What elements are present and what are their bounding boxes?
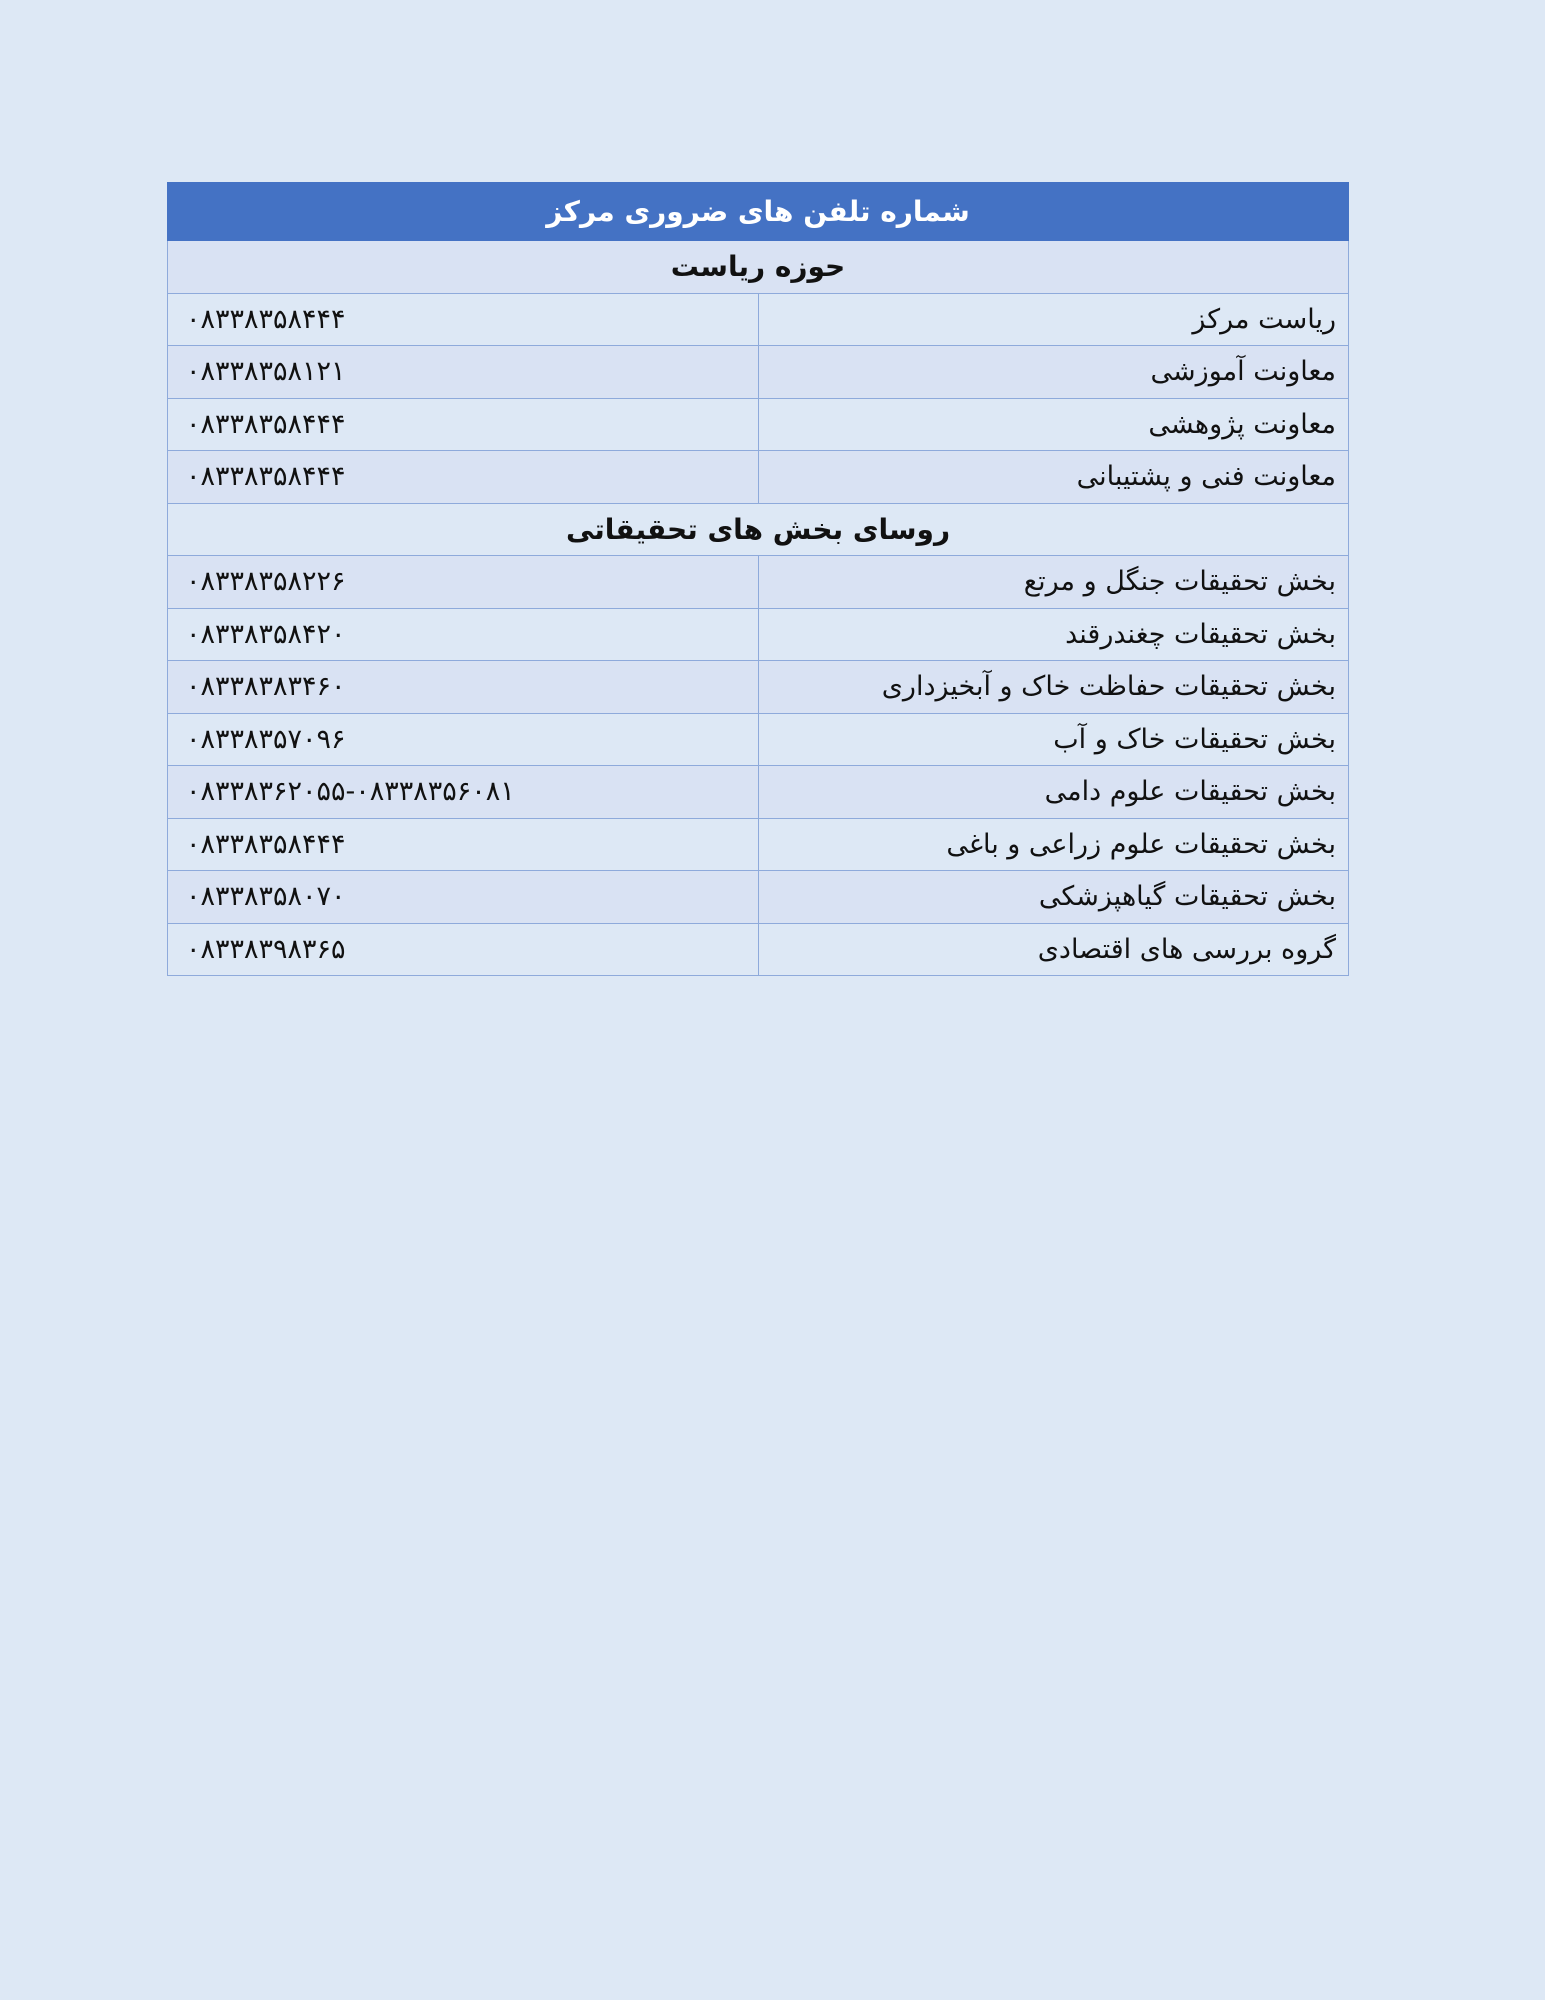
phone-directory-table: [167, 182, 1349, 976]
table-row: [168, 451, 1349, 504]
table-row: [168, 818, 1349, 871]
unit-name: بخش تحقیقات علوم زراعی و باغی: [759, 818, 1349, 871]
table-row: [168, 766, 1349, 819]
unit-name: معاونت فنی و پشتیبانی: [759, 451, 1349, 504]
table-row: [168, 923, 1349, 976]
unit-name: بخش تحقیقات علوم دامی: [759, 766, 1349, 819]
phone-number: ۰۸۳۳۸۳۹۸۳۶۵: [168, 923, 759, 976]
table-row: [168, 713, 1349, 766]
unit-name: بخش تحقیقات جنگل و مرتع: [759, 556, 1349, 609]
table-title: شماره تلفن های ضروری مرکز: [168, 183, 1349, 241]
phone-number: ۰۸۳۳۸۳۵۸۴۴۴: [168, 818, 759, 871]
section-heading-row: [168, 503, 1349, 556]
phone-number: ۰۸۳۳۸۳۵۸۲۲۶: [168, 556, 759, 609]
section-heading-presidency: حوزه ریاست: [168, 241, 1349, 294]
table-row: [168, 608, 1349, 661]
section-heading-row: [168, 241, 1349, 294]
table-row: [168, 556, 1349, 609]
table-row: [168, 871, 1349, 924]
phone-number: ۰۸۳۳۸۳۸۳۴۶۰: [168, 661, 759, 714]
phone-number: ۰۸۳۳۸۳۵۸۴۲۰: [168, 608, 759, 661]
unit-name: ریاست مرکز: [759, 293, 1349, 346]
unit-name: بخش تحقیقات خاک و آب: [759, 713, 1349, 766]
table-row: [168, 293, 1349, 346]
phone-number: ۰۸۳۳۸۳۵۸۰۷۰: [168, 871, 759, 924]
phone-number: ۰۸۳۳۸۳۵۸۱۲۱: [168, 346, 759, 399]
table-row: [168, 398, 1349, 451]
table-row: [168, 661, 1349, 714]
phone-number: ۰۸۳۳۸۳۵۷۰۹۶: [168, 713, 759, 766]
table-row: [168, 346, 1349, 399]
section-heading-research-heads: روسای بخش های تحقیقاتی: [168, 503, 1349, 556]
unit-name: گروه بررسی های اقتصادی: [759, 923, 1349, 976]
phone-number: ۰۸۳۳۸۳۵۸۴۴۴: [168, 451, 759, 504]
unit-name: معاونت آموزشی: [759, 346, 1349, 399]
unit-name: بخش تحقیقات چغندرقند: [759, 608, 1349, 661]
unit-name: بخش تحقیقات حفاظت خاک و آبخیزداری: [759, 661, 1349, 714]
phone-number: ۰۸۳۳۸۳۵۸۴۴۴: [168, 398, 759, 451]
phone-number: ۰۸۳۳۸۳۵۸۴۴۴: [168, 293, 759, 346]
table-title-row: [168, 183, 1349, 241]
unit-name: معاونت پژوهشی: [759, 398, 1349, 451]
unit-name: بخش تحقیقات گیاهپزشکی: [759, 871, 1349, 924]
phone-number: ۰۸۳۳۸۳۶۲۰۵۵-۰۸۳۳۸۳۵۶۰۸۱: [168, 766, 759, 819]
